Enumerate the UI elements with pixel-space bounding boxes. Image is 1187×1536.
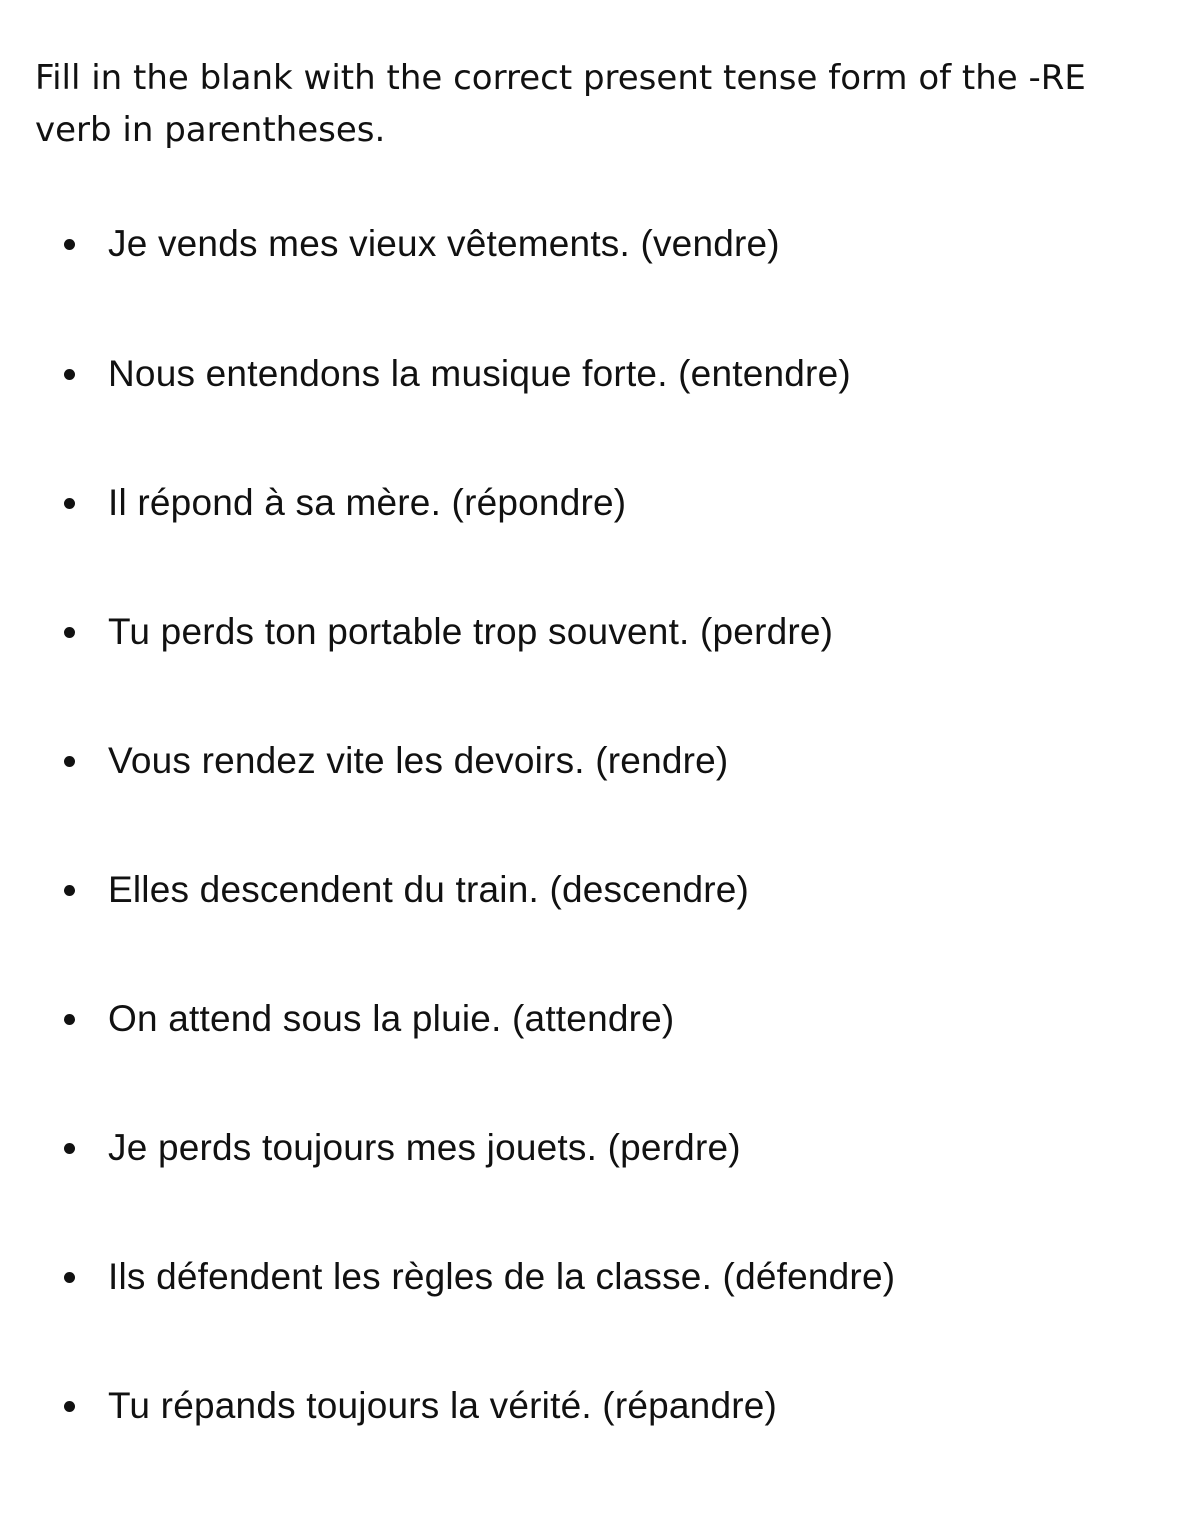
list-item [64,1249,1154,1305]
bullet-icon [64,1014,75,1025]
bullet-icon [64,239,75,250]
list-item [64,1120,1154,1176]
bullet-icon [64,1272,75,1283]
exercise-sentence: On attend sous la pluie. (attendre) [108,998,675,1039]
exercise-sentence: Je vends mes vieux vêtements. (vendre) [108,223,780,264]
bullet-icon [64,369,75,380]
exercise-sentence: Il répond à sa mère. (répondre) [108,482,627,523]
list-item [64,862,1154,918]
instructions-text: Fill in the blank with the correct present tense form of the -RE verb in parentheses. [35,58,1086,150]
list-item [64,733,1154,789]
list-item [64,216,1154,272]
exercise-sentence: Vous rendez vite les devoirs. (rendre) [108,740,729,781]
exercise-sentence: Nous entendons la musique forte. (entendre) [108,353,851,394]
exercise-sentence: Ils défendent les règles de la classe. (défendre) [108,1256,896,1297]
bullet-icon [64,1143,75,1154]
bullet-icon [64,1401,75,1412]
bullet-icon [64,627,75,638]
bullet-icon [64,885,75,896]
list-item [64,475,1154,531]
list-item [64,1378,1154,1434]
exercise-sentence: Tu perds ton portable trop souvent. (perdre) [108,611,834,652]
exercise-sentence: Elles descendent du train. (descendre) [108,869,750,910]
list-item [64,991,1154,1047]
list-item [64,346,1154,402]
bullet-icon [64,498,75,509]
bullet-icon [64,756,75,767]
exercise-sentence: Je perds toujours mes jouets. (perdre) [108,1127,741,1168]
exercise-sentence: Tu répands toujours la vérité. (répandre) [108,1385,778,1426]
list-item [64,604,1154,660]
